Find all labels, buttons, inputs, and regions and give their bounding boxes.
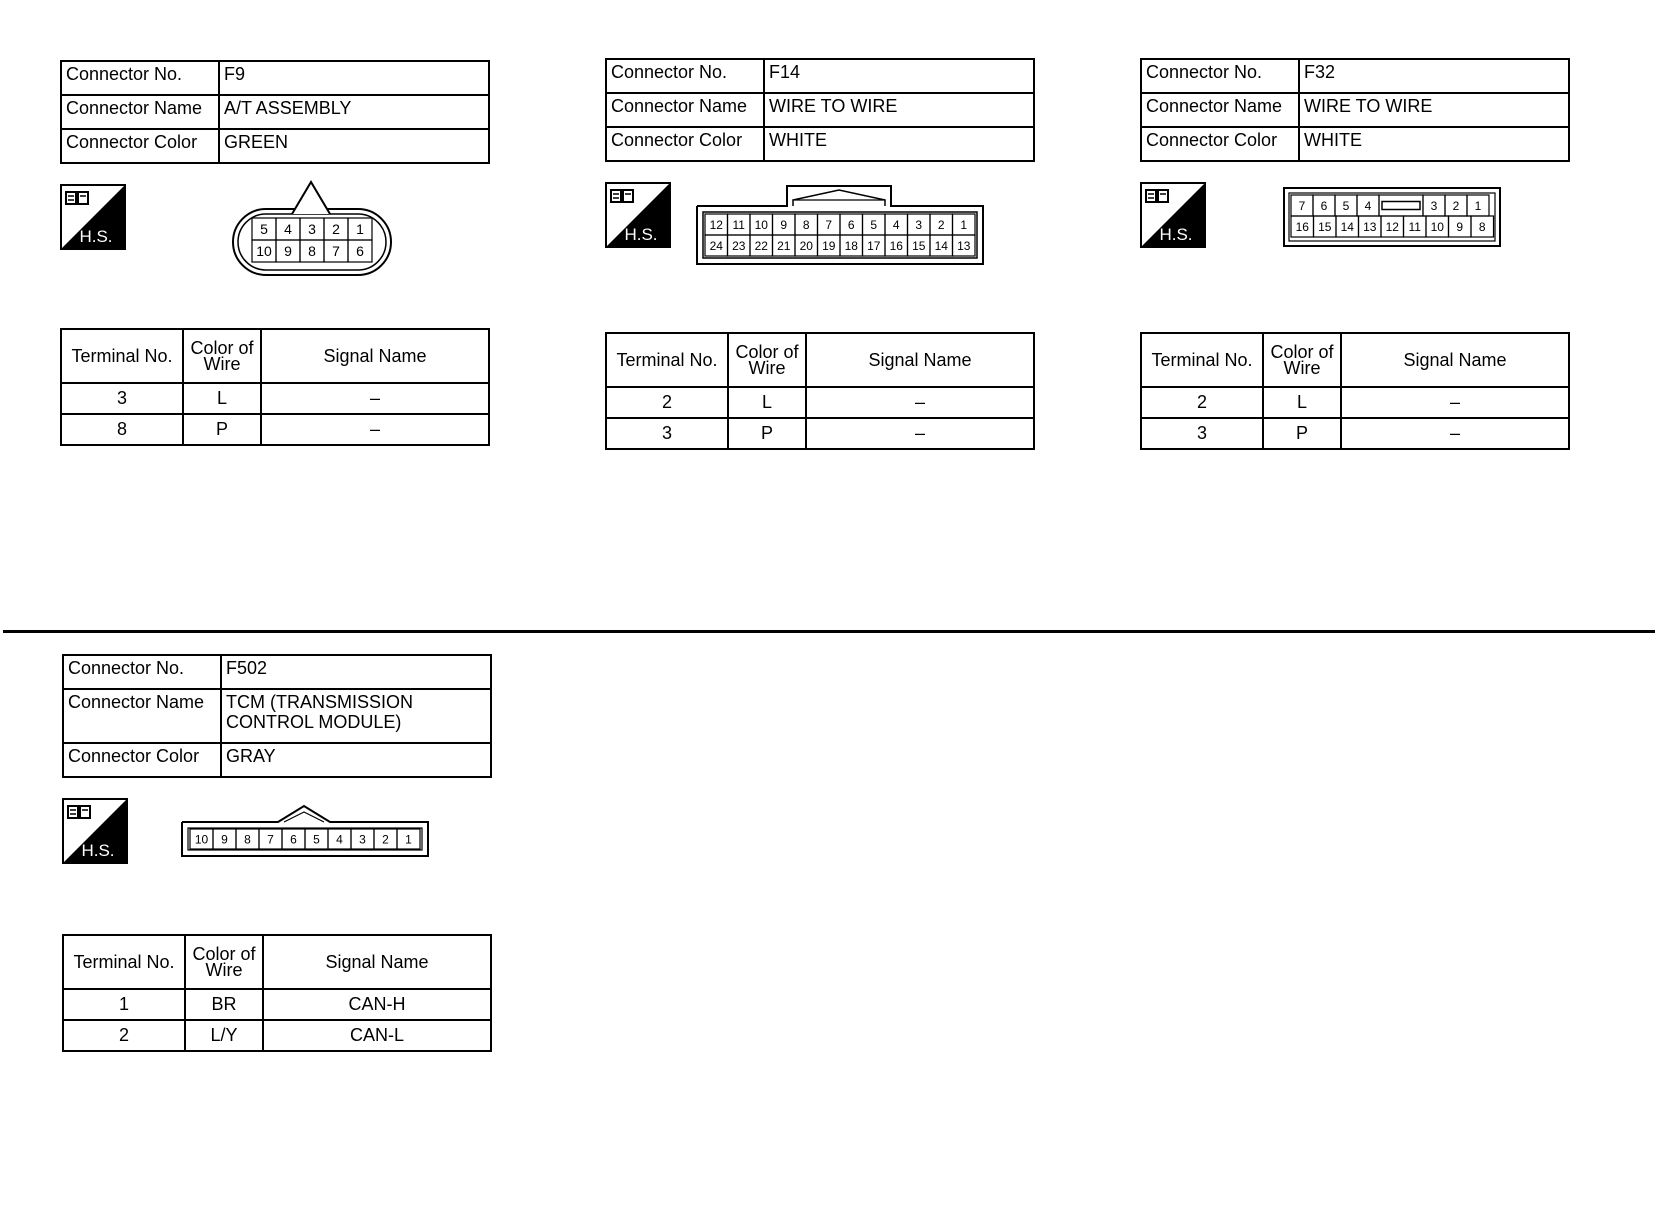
connector-no-value: F32 bbox=[1299, 59, 1569, 93]
wire-cell: P bbox=[728, 418, 806, 449]
pin-number: 2 bbox=[332, 221, 340, 237]
connector-no-value: F14 bbox=[764, 59, 1034, 93]
pin-number: 8 bbox=[308, 243, 316, 259]
color-of-wire-header: Color of Wire bbox=[728, 333, 806, 387]
signal-cell: CAN-L bbox=[263, 1020, 491, 1051]
terminal-no-header: Terminal No. bbox=[1141, 333, 1263, 387]
signal-cell: – bbox=[806, 387, 1034, 418]
svg-text:H.S.: H.S. bbox=[81, 841, 115, 860]
connector-diagram-f32 bbox=[1282, 186, 1502, 248]
table-row bbox=[61, 414, 489, 445]
connector-color-label: Connector Color bbox=[63, 743, 221, 777]
connector-diagram-f14 bbox=[695, 182, 985, 268]
connector-diagram-f9 bbox=[230, 178, 400, 284]
connector-name-value: TCM (TRANSMISSION CONTROL MODULE) bbox=[221, 689, 491, 743]
wire-cell: L bbox=[183, 383, 261, 414]
pin-number: 8 bbox=[1478, 219, 1486, 234]
pin-number: 4 bbox=[1364, 198, 1372, 213]
pin-number: 11 bbox=[732, 217, 745, 232]
table-row bbox=[606, 418, 1034, 449]
signal-cell: – bbox=[261, 383, 489, 414]
pin-number: 14 bbox=[1340, 219, 1354, 234]
pin-number: 9 bbox=[1456, 219, 1464, 234]
connector-name-value: WIRE TO WIRE bbox=[764, 93, 1034, 127]
pin-number: 1 bbox=[1474, 198, 1482, 213]
pin-number: 3 bbox=[1430, 198, 1438, 213]
pin-number: 6 bbox=[290, 832, 297, 847]
connector-name-label: Connector Name bbox=[63, 689, 221, 743]
svg-text:H.S.: H.S. bbox=[79, 227, 113, 246]
pin-number: 2 bbox=[937, 217, 945, 232]
terminal-cell: 3 bbox=[1141, 418, 1263, 449]
signal-cell: – bbox=[1341, 387, 1569, 418]
color-of-wire-header: Color of Wire bbox=[183, 329, 261, 383]
harness-side-icon bbox=[62, 798, 128, 864]
pin-number: 9 bbox=[780, 217, 788, 232]
color-of-wire-header: Color of Wire bbox=[1263, 333, 1341, 387]
connector-name-value: A/T ASSEMBLY bbox=[219, 95, 489, 129]
terminal-cell: 8 bbox=[61, 414, 183, 445]
connector-color-value: WHITE bbox=[764, 127, 1034, 161]
wire-cell: L/Y bbox=[185, 1020, 263, 1051]
table-row bbox=[63, 1020, 491, 1051]
wire-cell: L bbox=[1263, 387, 1341, 418]
terminal-table bbox=[60, 328, 490, 446]
signal-cell: – bbox=[1341, 418, 1569, 449]
pin-number: 7 bbox=[267, 832, 274, 847]
signal-name-header: Signal Name bbox=[806, 333, 1034, 387]
color-of-wire-header: Color of Wire bbox=[185, 935, 263, 989]
signal-cell: – bbox=[261, 414, 489, 445]
terminal-cell: 2 bbox=[606, 387, 728, 418]
pin-number: 10 bbox=[754, 217, 768, 232]
pin-number: 2 bbox=[382, 832, 389, 847]
wire-cell: P bbox=[1263, 418, 1341, 449]
svg-text:H.S.: H.S. bbox=[624, 225, 658, 244]
connector-info-table bbox=[60, 60, 490, 164]
connector-block-f14 bbox=[605, 58, 1035, 458]
svg-text:H.S.: H.S. bbox=[1159, 225, 1193, 244]
pin-number: 5 bbox=[260, 221, 268, 237]
pin-number: 18 bbox=[844, 238, 858, 253]
connector-no-label: Connector No. bbox=[1141, 59, 1299, 93]
pin-number: 11 bbox=[1408, 219, 1421, 234]
pin-number: 9 bbox=[221, 832, 228, 847]
terminal-cell: 3 bbox=[606, 418, 728, 449]
connector-no-value: F9 bbox=[219, 61, 489, 95]
pin-number: 10 bbox=[1430, 219, 1444, 234]
pin-cell bbox=[1379, 195, 1423, 216]
pin-number: 9 bbox=[284, 243, 292, 259]
pin-number: 4 bbox=[892, 217, 900, 232]
connector-no-label: Connector No. bbox=[63, 655, 221, 689]
pin-number: 21 bbox=[777, 238, 791, 253]
connector-name-label: Connector Name bbox=[1141, 93, 1299, 127]
connector-color-label: Connector Color bbox=[606, 127, 764, 161]
table-row bbox=[63, 989, 491, 1020]
pin-number: 6 bbox=[847, 217, 855, 232]
pin-number: 13 bbox=[957, 238, 971, 253]
pin-number: 19 bbox=[822, 238, 836, 253]
terminal-cell: 1 bbox=[63, 989, 185, 1020]
pin-number: 13 bbox=[1363, 219, 1377, 234]
signal-name-header: Signal Name bbox=[1341, 333, 1569, 387]
pin-number: 5 bbox=[870, 217, 878, 232]
pin-number: 22 bbox=[754, 238, 768, 253]
pin-number: 1 bbox=[405, 832, 412, 847]
connector-no-label: Connector No. bbox=[61, 61, 219, 95]
terminal-no-header: Terminal No. bbox=[606, 333, 728, 387]
connector-block-f32 bbox=[1140, 58, 1570, 458]
pin-number: 3 bbox=[359, 832, 366, 847]
terminal-no-header: Terminal No. bbox=[61, 329, 183, 383]
harness-side-icon bbox=[605, 182, 671, 248]
pin-number: 16 bbox=[1295, 219, 1309, 234]
wire-cell: P bbox=[183, 414, 261, 445]
pin-number: 24 bbox=[709, 238, 723, 253]
connector-color-label: Connector Color bbox=[1141, 127, 1299, 161]
pin-number: 16 bbox=[889, 238, 903, 253]
section-divider bbox=[3, 630, 1655, 633]
pin-number: 4 bbox=[336, 832, 343, 847]
pin-number: 10 bbox=[194, 832, 209, 847]
pin-number: 1 bbox=[960, 217, 968, 232]
pin-number: 8 bbox=[244, 832, 251, 847]
key-slot bbox=[1382, 202, 1420, 210]
connector-color-value: GRAY bbox=[221, 743, 491, 777]
connector-info-table bbox=[605, 58, 1035, 162]
pin-number: 8 bbox=[802, 217, 810, 232]
connector-color-value: GREEN bbox=[219, 129, 489, 163]
pin-number: 6 bbox=[1320, 198, 1328, 213]
signal-name-header: Signal Name bbox=[261, 329, 489, 383]
signal-name-header: Signal Name bbox=[263, 935, 491, 989]
wire-cell: BR bbox=[185, 989, 263, 1020]
table-row bbox=[1141, 387, 1569, 418]
pin-number: 14 bbox=[934, 238, 948, 253]
wire-cell: L bbox=[728, 387, 806, 418]
terminal-cell: 3 bbox=[61, 383, 183, 414]
connector-no-label: Connector No. bbox=[606, 59, 764, 93]
pin-number: 2 bbox=[1452, 198, 1460, 213]
pin-number: 20 bbox=[799, 238, 813, 253]
connector-no-value: F502 bbox=[221, 655, 491, 689]
pin-number: 10 bbox=[256, 243, 272, 259]
connector-info-table bbox=[62, 654, 492, 778]
table-row bbox=[61, 383, 489, 414]
signal-cell: CAN-H bbox=[263, 989, 491, 1020]
harness-side-icon bbox=[1140, 182, 1206, 248]
pin-number: 7 bbox=[1298, 198, 1306, 213]
pin-number: 12 bbox=[1385, 219, 1399, 234]
pin-number: 5 bbox=[1342, 198, 1350, 213]
table-row bbox=[1141, 418, 1569, 449]
connector-block-f502 bbox=[62, 654, 492, 1074]
pin-number: 3 bbox=[915, 217, 923, 232]
pin-number: 4 bbox=[284, 221, 292, 237]
terminal-cell: 2 bbox=[1141, 387, 1263, 418]
terminal-table bbox=[1140, 332, 1570, 450]
pin-number: 6 bbox=[356, 243, 364, 259]
connector-color-value: WHITE bbox=[1299, 127, 1569, 161]
terminal-table bbox=[62, 934, 492, 1052]
table-row bbox=[606, 387, 1034, 418]
pin-number: 12 bbox=[709, 217, 723, 232]
connector-info-table bbox=[1140, 58, 1570, 162]
connector-name-label: Connector Name bbox=[61, 95, 219, 129]
harness-side-icon bbox=[60, 184, 126, 250]
connector-color-label: Connector Color bbox=[61, 129, 219, 163]
pin-number: 17 bbox=[867, 238, 881, 253]
terminal-cell: 2 bbox=[63, 1020, 185, 1051]
connector-name-value: WIRE TO WIRE bbox=[1299, 93, 1569, 127]
pin-number: 7 bbox=[332, 243, 340, 259]
connector-name-label: Connector Name bbox=[606, 93, 764, 127]
connector-diagram-f502 bbox=[180, 800, 430, 860]
pin-number: 15 bbox=[912, 238, 926, 253]
pin-number: 1 bbox=[356, 221, 364, 237]
terminal-table bbox=[605, 332, 1035, 450]
terminal-no-header: Terminal No. bbox=[63, 935, 185, 989]
pin-number: 3 bbox=[308, 221, 316, 237]
pin-number: 7 bbox=[825, 217, 833, 232]
pin-number: 15 bbox=[1318, 219, 1332, 234]
signal-cell: – bbox=[806, 418, 1034, 449]
pin-number: 5 bbox=[313, 832, 320, 847]
connector-block-f9 bbox=[60, 60, 490, 460]
pin-number: 23 bbox=[732, 238, 746, 253]
